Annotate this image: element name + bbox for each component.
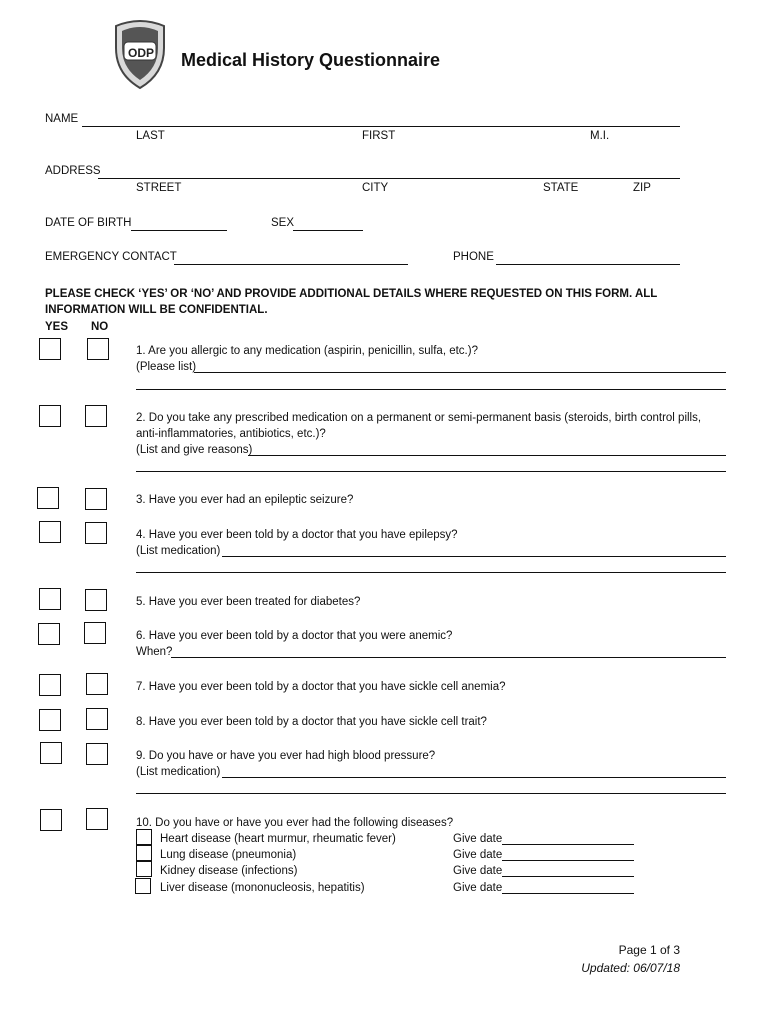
name-first-label: FIRST	[362, 130, 396, 142]
heart-disease-label: Heart disease (heart murmur, rheumatic fever)	[160, 833, 396, 845]
kidney-disease-checkbox[interactable]	[136, 861, 152, 877]
emergency-contact-label: EMERGENCY CONTACT	[45, 251, 177, 263]
heart-disease-checkbox[interactable]	[136, 829, 152, 845]
q10-yes-checkbox[interactable]	[40, 809, 62, 831]
q2-yes-checkbox[interactable]	[39, 405, 61, 427]
q9-answer-line-2[interactable]	[136, 793, 726, 794]
yes-column-header: YES	[45, 321, 69, 333]
page-title: Medical History Questionnaire	[181, 50, 441, 70]
q7-yes-checkbox[interactable]	[39, 674, 61, 696]
q1-answer-line-2[interactable]	[136, 389, 726, 390]
liver-disease-checkbox[interactable]	[135, 878, 151, 894]
name-line[interactable]	[82, 126, 680, 127]
phone-label: PHONE	[453, 251, 494, 263]
heart-give-date-label: Give date	[453, 833, 503, 845]
kidney-date-line[interactable]	[502, 876, 634, 877]
kidney-disease-label: Kidney disease (infections)	[160, 865, 298, 877]
lung-give-date-label: Give date	[453, 849, 503, 861]
dob-label: DATE OF BIRTH	[45, 217, 132, 229]
q8-text: 8. Have you ever been told by a doctor that you have sickle cell trait?	[136, 716, 487, 728]
logo-text: ODP	[128, 46, 155, 60]
dob-line[interactable]	[131, 230, 227, 231]
lung-disease-checkbox[interactable]	[136, 845, 152, 861]
q5-yes-checkbox[interactable]	[39, 588, 61, 610]
odp-logo	[110, 18, 170, 90]
q2-answer-line-2[interactable]	[136, 471, 726, 472]
q7-text: 7. Have you ever been told by a doctor that you have sickle cell anemia?	[136, 681, 506, 693]
lung-disease-label: Lung disease (pneumonia)	[160, 849, 297, 861]
q2-follow-label: (List and give reasons)	[136, 444, 253, 456]
q1-no-checkbox[interactable]	[87, 338, 109, 360]
name-mi-label: M.I.	[590, 130, 610, 142]
address-zip-label: ZIP	[633, 182, 651, 194]
q2-text-continued: anti-inflammatories, antibiotics, etc.)?	[136, 428, 326, 440]
instructions: PLEASE CHECK ‘YES’ OR ‘NO’ AND PROVIDE ADDITIONAL DETAILS WHERE REQUESTED ON THIS FORM. ALL INFORMATION WILL BE CONFIDENTIAL.	[45, 288, 658, 316]
q6-yes-checkbox[interactable]	[38, 623, 60, 645]
q10-text: 10. Do you have or have you ever had the following diseases?	[136, 817, 454, 829]
q9-yes-checkbox[interactable]	[40, 742, 62, 764]
kidney-give-date-label: Give date	[453, 865, 503, 877]
address-city-label: CITY	[362, 182, 389, 194]
q9-no-checkbox[interactable]	[86, 743, 108, 765]
liver-date-line[interactable]	[502, 893, 634, 894]
q4-yes-checkbox[interactable]	[39, 521, 61, 543]
q1-yes-checkbox[interactable]	[39, 338, 61, 360]
heart-date-line[interactable]	[502, 844, 634, 845]
no-column-header: NO	[91, 321, 109, 333]
q4-text: 4. Have you ever been told by a doctor that you have epilepsy?	[136, 529, 458, 541]
q1-follow-label: (Please list)	[136, 361, 197, 373]
q6-answer-line[interactable]	[171, 657, 726, 658]
q3-text: 3. Have you ever had an epileptic seizure?	[136, 494, 354, 506]
liver-give-date-label: Give date	[453, 882, 503, 894]
q6-follow-label: When?	[136, 646, 173, 658]
sex-line[interactable]	[293, 230, 363, 231]
q3-yes-checkbox[interactable]	[37, 487, 59, 509]
q6-text: 6. Have you ever been told by a doctor that you were anemic?	[136, 630, 453, 642]
q2-answer-line-1[interactable]	[248, 455, 726, 456]
address-street-label: STREET	[136, 182, 182, 194]
address-state-label: STATE	[543, 182, 579, 194]
phone-line[interactable]	[496, 264, 680, 265]
q4-no-checkbox[interactable]	[85, 522, 107, 544]
q4-follow-label: (List medication)	[136, 545, 221, 557]
q2-text: 2. Do you take any prescribed medication on a permanent or semi-permanent basis (steroids, birth control pills,	[136, 412, 702, 424]
page-number: Page 1 of 3	[618, 943, 680, 957]
q9-text: 9. Do you have or have you ever had high blood pressure?	[136, 750, 436, 762]
name-last-label: LAST	[136, 130, 165, 142]
q4-answer-line-2[interactable]	[136, 572, 726, 573]
q7-no-checkbox[interactable]	[86, 673, 108, 695]
q4-answer-line-1[interactable]	[222, 556, 726, 557]
q10-no-checkbox[interactable]	[86, 808, 108, 830]
q3-no-checkbox[interactable]	[85, 488, 107, 510]
sex-label: SEX	[271, 217, 295, 229]
name-label: NAME	[45, 113, 79, 125]
q8-yes-checkbox[interactable]	[39, 709, 61, 731]
q1-text: 1. Are you allergic to any medication (aspirin, penicillin, sulfa, etc.)?	[136, 345, 478, 357]
updated-date: Updated: 06/07/18	[581, 961, 680, 975]
address-label: ADDRESS	[45, 165, 101, 177]
q5-text: 5. Have you ever been treated for diabetes?	[136, 596, 361, 608]
q2-no-checkbox[interactable]	[85, 405, 107, 427]
q5-no-checkbox[interactable]	[85, 589, 107, 611]
q9-follow-label: (List medication)	[136, 766, 221, 778]
q6-no-checkbox[interactable]	[84, 622, 106, 644]
q9-answer-line-1[interactable]	[222, 777, 726, 778]
address-line[interactable]	[98, 178, 680, 179]
lung-date-line[interactable]	[502, 860, 634, 861]
liver-disease-label: Liver disease (mononucleosis, hepatitis)	[160, 882, 365, 894]
emergency-contact-line[interactable]	[174, 264, 408, 265]
q1-answer-line-1[interactable]	[194, 372, 726, 373]
q8-no-checkbox[interactable]	[86, 708, 108, 730]
